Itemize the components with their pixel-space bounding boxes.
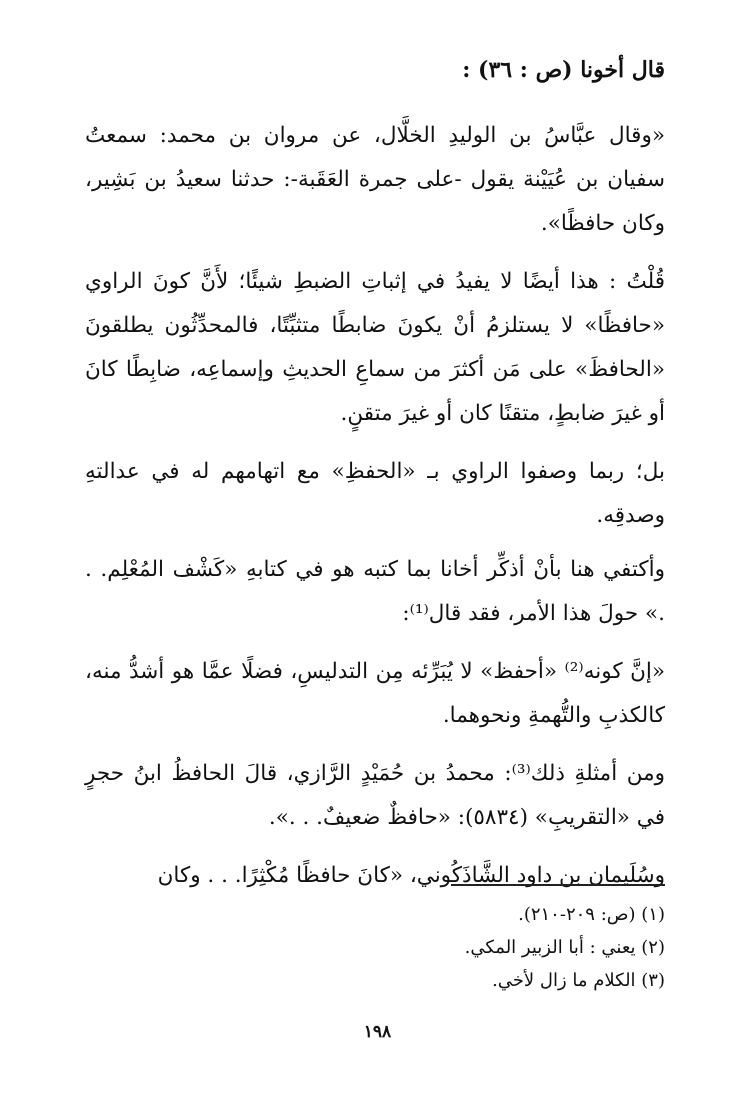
- paragraph-sulayman: وسُلَيمان بن داود الشَّاذَكُوني، «كانَ حافظًا مُكْثِرًا. . . وكان: [157, 863, 665, 888]
- section-heading: قال أخونا (ص : ٣٦) :: [462, 57, 665, 83]
- footnote-1: (١) (ص: ٢٠٩-٢١٠).: [518, 904, 665, 925]
- paragraph-quote-abbas: «وقال عبَّاسُ بن الوليدِ الخلَّال، عن مروان بن محمد: سمعتُ سفيان بن عُيَيْنة يقول -على جمرة العَقَبة-: حدثنا سعيدُ بن بَشِير، وكان حافظًا».: [85, 123, 665, 236]
- paragraph-qultu: قُلْتُ : هذا أيضًا لا يفيدُ في إثباتِ الضبطِ شيئًا؛ لأَنَّ كونَ الراوي «حافظًا» لا يستلزمُ أنْ يكونَ ضابطًا متثبِّتًا، فالمحدِّثُون يطلقونَ «الحافظَ» على مَن أكثرَ من سماعِ الحديثِ وإسماعِه، ضابِطًا كانَ أو غيرَ ضابطٍ، متقنًا كان أو غيرَ متقنٍ.: [85, 269, 665, 426]
- page-number: ١٩٨: [363, 1022, 392, 1042]
- paragraph-bal: بل؛ ربما وصفوا الراوي بـ «الحفظِ» مع اتهامهم له في عدالتهِ وصدقِه.: [85, 459, 665, 528]
- paragraph-inna-kawnahu: «إنَّ كونه⁽²⁾ «أحفظ» لا يُبَرِّئه مِن التدليسِ، فضلًا عمَّا هو أشدُّ منه، كالكذبِ والتُّهمةِ ونحوهما.: [85, 659, 665, 728]
- body-text: [85, 114, 665, 912]
- paragraph-amthila: ومن أمثلةِ ذلك⁽³⁾: محمدُ بن حُمَيْدٍ الرَّازي، قالَ الحافظُ ابنُ حجرٍ في «التقريبِ» (٥٨٣٤): «حافظٌ ضعيفٌ. . .».: [85, 761, 665, 830]
- footnote-2: (٢) يعني : أبا الزبير المكي.: [464, 937, 665, 958]
- footnotes: [85, 898, 665, 997]
- footnote-divider: [451, 884, 665, 886]
- footnote-3: (٣) الكلام ما زال لأخي.: [492, 970, 665, 991]
- paragraph-aktafi: وأكتفي هنا بأنْ أذكِّر أخانا بما كتبه هو في كتابهِ «كَشْف المُعْلِم. . .» حولَ هذا الأمر، فقد قال⁽¹⁾:: [85, 557, 665, 626]
